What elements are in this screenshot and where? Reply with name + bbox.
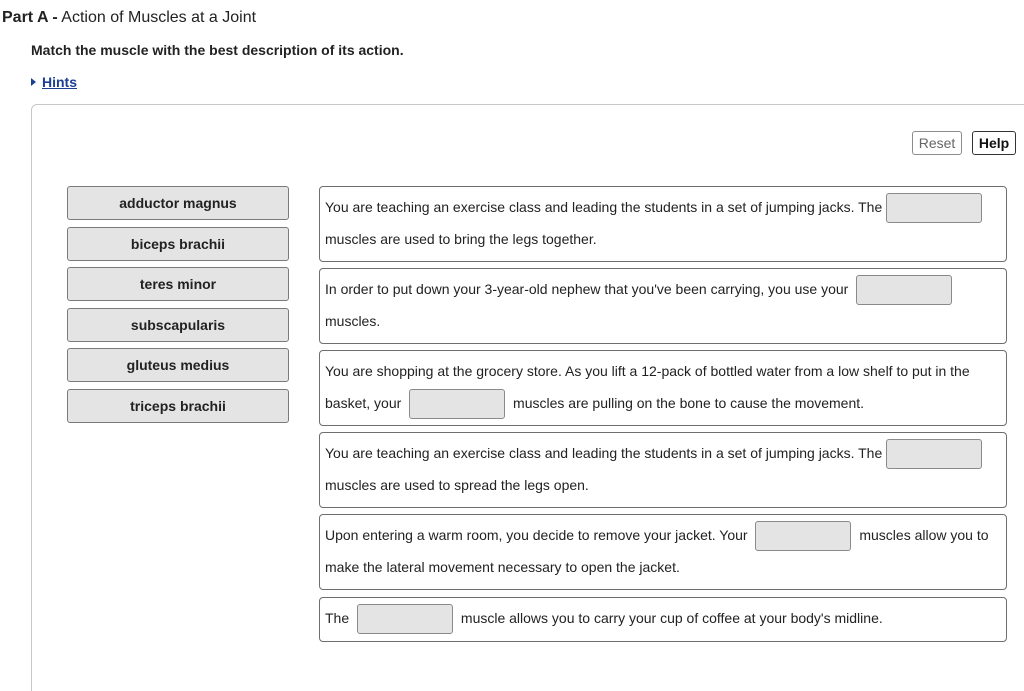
part-label: Part A - <box>2 9 58 26</box>
hints-link[interactable]: Hints <box>42 74 77 90</box>
label-subscapularis[interactable]: subscapularis <box>67 308 289 342</box>
question-4 <box>319 432 1007 508</box>
question-2-text-after: muscles. <box>325 313 381 330</box>
question-6 <box>319 597 1007 642</box>
question-2-drop-target[interactable] <box>856 275 952 305</box>
question-2-text-before: In order to put down your 3-year-old nephew that you've been carrying, you use your <box>325 281 849 297</box>
question-5 <box>319 514 1007 590</box>
question-1-text-after: muscles are used to bring the legs together. <box>325 231 597 248</box>
reset-button[interactable]: Reset <box>912 131 962 155</box>
question-5-drop-target[interactable] <box>755 521 851 551</box>
question-6-drop-target[interactable] <box>357 604 453 634</box>
part-title <box>2 9 256 27</box>
question-4-text-after: muscles are used to spread the legs open. <box>325 477 589 494</box>
instruction-text: Match the muscle with the best description of its action. <box>31 42 404 58</box>
label-triceps-brachii[interactable]: triceps brachii <box>67 389 289 423</box>
question-4-text-before: You are teaching an exercise class and leading the students in a set of jumping jacks. The <box>325 445 883 461</box>
question-3 <box>319 350 1007 426</box>
question-1 <box>319 186 1007 262</box>
part-name: Action of Muscles at a Joint <box>61 9 257 26</box>
label-biceps-brachii[interactable]: biceps brachii <box>67 227 289 261</box>
help-button[interactable]: Help <box>972 131 1016 155</box>
question-3-text-after: muscles are pulling on the bone to cause the movement. <box>513 395 865 411</box>
question-3-text-before: You are shopping at the grocery store. As you lift a 12-pack of bottled water from a low shelf to put in the basket, your <box>325 363 970 411</box>
question-6-text-before: The <box>325 610 350 626</box>
question-5-text-before: Upon entering a warm room, you decide to remove your jacket. Your <box>325 527 748 543</box>
label-gluteus-medius[interactable]: gluteus medius <box>67 348 289 382</box>
question-5-text-after: muscles allow you to make the lateral movement necessary to open the jacket. <box>325 527 989 576</box>
question-3-drop-target[interactable] <box>409 389 505 419</box>
label-teres-minor[interactable]: teres minor <box>67 267 289 301</box>
question-1-text-before: You are teaching an exercise class and leading the students in a set of jumping jacks. The <box>325 199 883 215</box>
hints-toggle[interactable] <box>31 74 77 90</box>
question-6-text-after: muscle allows you to carry your cup of coffee at your body's midline. <box>460 610 883 626</box>
caret-right-icon <box>31 78 36 86</box>
label-adductor-magnus[interactable]: adductor magnus <box>67 186 289 220</box>
question-4-drop-target[interactable] <box>886 439 982 469</box>
question-2 <box>319 268 1007 344</box>
question-1-drop-target[interactable] <box>886 193 982 223</box>
